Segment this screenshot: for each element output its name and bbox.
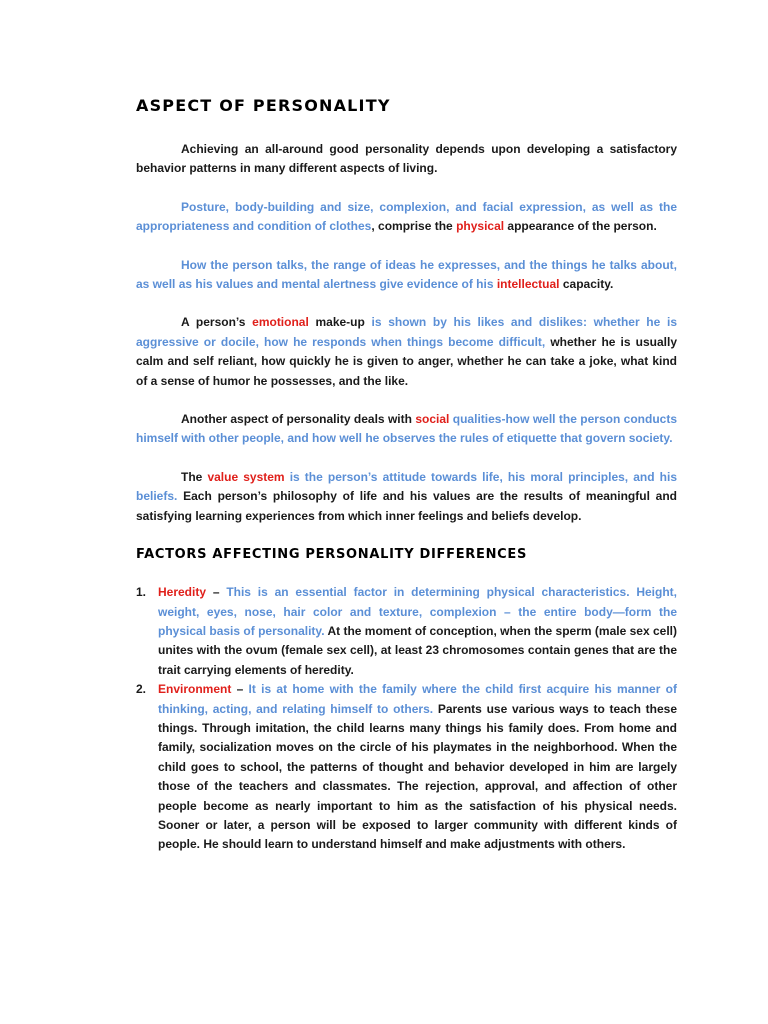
factors-list xyxy=(136,583,677,855)
emotional-text-1: A person’s xyxy=(181,315,253,330)
value-description: is the person’s attitude towards life, his moral principles, and his beliefs. xyxy=(136,469,677,504)
page-title: ASPECT OF PERSONALITY xyxy=(136,96,391,115)
value-paragraph xyxy=(136,468,677,526)
intro-paragraph: Achieving an all-around good personality depends upon developing a satisfactory behavior patterns in many different aspects of living. xyxy=(136,142,677,176)
list-number: 2. xyxy=(136,682,147,697)
intellectual-text-2: capacity. xyxy=(559,277,614,292)
social-description: qualities-how well the person conducts himself with other people, and how well he observes the rules of etiquette that govern society. xyxy=(136,412,678,446)
factor-text: At the moment of conception, when the sperm (male sex cell) unites with the ovum (female sex cell), at least 23 chromosomes contain genes that are the trait carrying elements of heredity. xyxy=(158,623,677,677)
factors-heading: FACTORS AFFECTING PERSONALITY DIFFERENCES xyxy=(136,547,528,563)
physical-text-2: appearance of the person. xyxy=(504,219,657,234)
intellectual-paragraph xyxy=(136,256,677,295)
factor-description: This is an essential factor in determining physical characteristics. Height, weight, eyes, nose, hair color and texture, complexion – the entire body—form the physical basis of personality. xyxy=(158,585,677,638)
physical-text-1: , comprise the xyxy=(371,219,457,234)
document-page xyxy=(136,94,677,855)
factor-keyword: Heredity xyxy=(158,585,207,600)
factor-keyword: Environment xyxy=(158,682,232,697)
value-text-1: The xyxy=(181,469,208,484)
physical-keyword: physical xyxy=(456,219,505,234)
factor-description: It is at home with the family where the child first acquire his manner of thinking, acting, and relating himself to others. xyxy=(158,682,677,716)
physical-description: Posture, body-building and size, complexion, and facial expression, as well as the appropriateness and condition of clothes xyxy=(136,199,677,234)
social-paragraph xyxy=(136,410,677,449)
emotional-text-2: make-up xyxy=(308,315,372,330)
social-text-1: Another aspect of personality deals with xyxy=(181,412,416,427)
emotional-keyword: emotional xyxy=(252,315,309,330)
factor-dash: – xyxy=(206,585,227,600)
intellectual-description: How the person talks, the range of ideas he expresses, and the things he talks about, as well as his values and mental alertness give evidence of his xyxy=(136,257,677,292)
intellectual-keyword: intellectual xyxy=(496,277,560,292)
emotional-paragraph xyxy=(136,313,677,391)
value-keyword: value system xyxy=(207,469,285,484)
emotional-text-3: whether he is usually calm and self reliant, how quickly he is given to anger, whether he can take a joke, what kind of a sense of humor he possesses, and the like. xyxy=(136,334,677,388)
factor-text: Parents use various ways to teach these things. Through imitation, the child learns many things his family does. From home and family, socialization moves on the circle of his playmates in the neighborhood. When the child goes to school, the patterns of thought and behavior developed in him are largely those of the teachers and classmates. The rejection, approval, and affection of other people become as nearly important to him as the satisfaction of his physical needs. Sooner or later, a person will be exposed to larger community with different kinds of people. He should learn to understand himself and make adjustments with others. xyxy=(158,701,677,852)
emotional-description: is shown by his likes and dislikes: whether he is aggressive or docile, how he responds when things become difficult, xyxy=(136,315,677,349)
value-text-2: Each person’s philosophy of life and his values are the results of meaningful and satisfying learning experiences from which inner feelings and beliefs develop. xyxy=(136,489,677,523)
factor-dash: – xyxy=(231,682,249,697)
list-item xyxy=(136,583,677,680)
physical-paragraph xyxy=(136,198,677,237)
social-keyword: social xyxy=(415,412,450,427)
list-item xyxy=(136,680,677,855)
list-number: 1. xyxy=(136,585,147,600)
